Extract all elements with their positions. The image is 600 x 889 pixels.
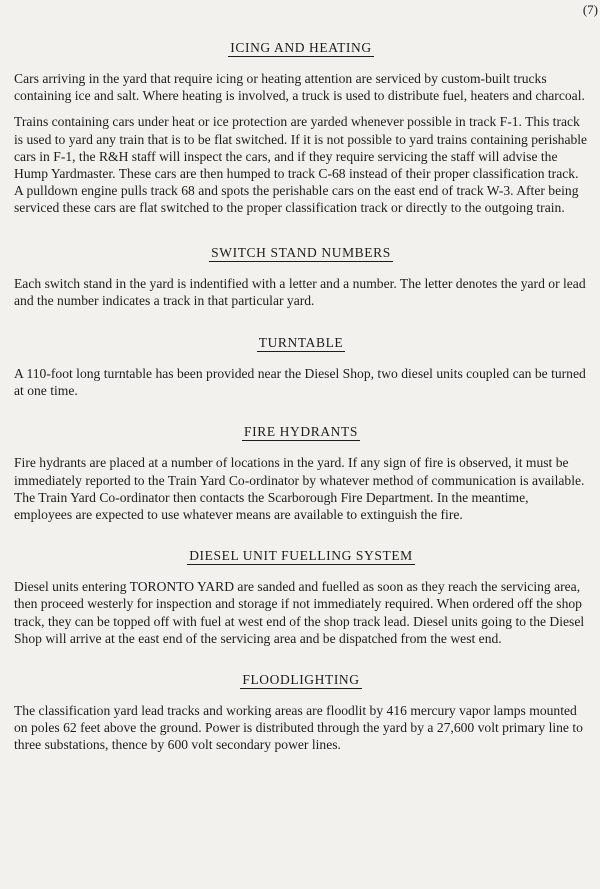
paragraph: Cars arriving in the yard that require icing or heating attention are serviced by custom-built trucks containing ice and salt. Where heating is involved, a truck is used to distribute fuel, heaters and charcoal. (14, 71, 585, 104)
paragraph: Diesel units entering TORONTO YARD are sanded and fuelled as soon as they reach the servicing area, then proceed westerly for inspection and storage if not immediately required. When ordered off the shop track, they can be topped off with fuel at west end of the shop track lead. Diesel units going to the Diesel Shop will arrive at the east end of the servicing area and be dispatched from the west end. (14, 579, 585, 646)
heading-text: TURNTABLE (258, 335, 344, 351)
section-icing-and-heating (14, 40, 588, 217)
paragraph: Fire hydrants are placed at a number of locations in the yard. If any sign of fire is observed, it must be immediately reported to the Train Yard Co-ordinator by whatever method of communication is available. The Train Yard Co-ordinator then contacts the Scarborough Fire Department. In the meantime, employees are expected to use whatever means are available to extinguish the fire. (14, 455, 585, 523)
paragraph: A 110-foot long turntable has been provided near the Diesel Shop, two diesel units coupled can be turned at one time. (14, 366, 586, 399)
heading-text: FLOODLIGHTING (242, 672, 360, 688)
paragraph: The classification yard lead tracks and working areas are floodlit by 416 mercury vapor lamps mounted on poles 62 feet above the ground. Power is distributed through the yard by a 27,600 volt primary line to three substations, thence by 600 volt secondary power lines. (14, 703, 583, 753)
heading-text: SWITCH STAND NUMBERS (211, 244, 391, 260)
section-turntable (14, 335, 588, 399)
section-heading (14, 548, 588, 564)
paragraph: Each switch stand in the yard is indentified with a letter and a number. The letter denotes the yard or lead and the number indicates a track in that particular yard. (14, 275, 586, 308)
section-heading (14, 424, 588, 440)
section-fire-hydrants (14, 424, 588, 523)
page-number: (7) (582, 2, 598, 17)
paragraph: Trains containing cars under heat or ice protection are yarded whenever possible in track F-1. This track is used to yard any train that is to be flat switched. If it is not possible to yard trains containing perishable cars in F-1, the R&H staff will inspect the cars, and if they require servicing the staff will advise the Hump Yardmaster. These cars are then humped to track C-68 instead of their proper classification track. A pulldown engine pulls track 68 and spots the perishable cars on the east end of track W-3. After being serviced these cars are flat switched to the proper classification track or directly to the outgoing train. (14, 114, 588, 216)
document-body (14, 40, 588, 763)
heading-text: FIRE HYDRANTS (244, 424, 358, 440)
section-heading (14, 672, 588, 688)
heading-text: DIESEL UNIT FUELLING SYSTEM (189, 548, 413, 564)
section-diesel-unit-fuelling-system (14, 548, 588, 647)
section-switch-stand-numbers (14, 245, 588, 309)
section-heading (14, 335, 588, 351)
section-floodlighting (14, 672, 588, 754)
section-heading (14, 245, 588, 261)
section-heading (14, 40, 588, 56)
heading-text: ICING AND HEATING (230, 40, 372, 55)
